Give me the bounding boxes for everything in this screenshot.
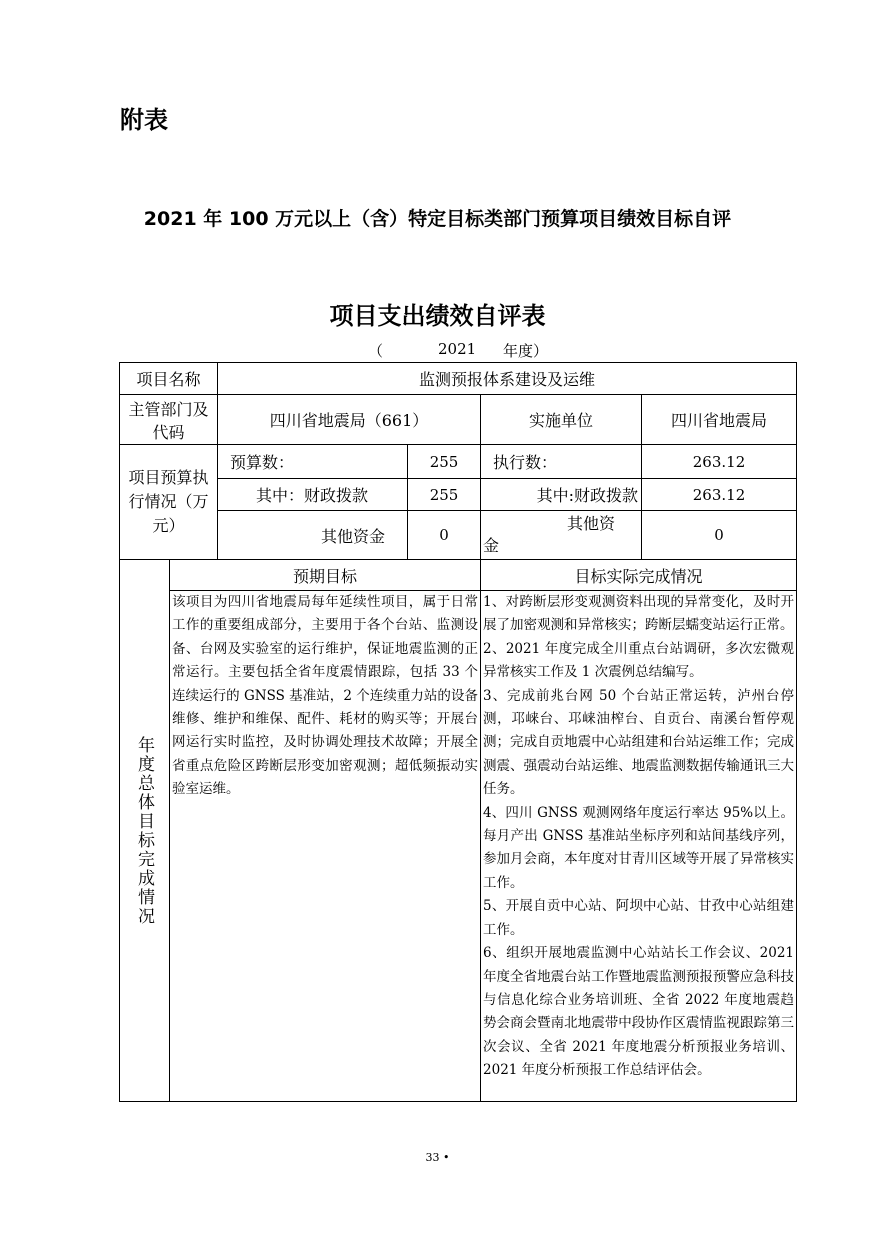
actual-item: 5、开展自贡中心站、阿坝中心站、甘孜中心站组建工作。 bbox=[483, 898, 795, 938]
row-project-name bbox=[120, 363, 797, 395]
fiscal-execution-value: 263.12 bbox=[642, 479, 797, 511]
year-open-paren: （ bbox=[368, 342, 384, 360]
expected-goal-header: 预期目标 bbox=[170, 560, 481, 591]
other-funds-label: 其他资金 bbox=[218, 511, 408, 560]
project-name-value: 监测预报体系建设及运维 bbox=[218, 363, 797, 395]
row-goal-content bbox=[120, 591, 797, 1102]
document-subtitle: 2021 年 100 万元以上（含）特定目标类部门预算项目绩效目标自评 bbox=[143, 208, 732, 230]
department-value: 四川省地震局（661） bbox=[218, 395, 481, 445]
other-funds-budget-value: 0 bbox=[408, 511, 481, 560]
other-funds-label-bottom: 金 bbox=[483, 536, 500, 555]
row-other-funds bbox=[120, 511, 797, 560]
actual-completion-text bbox=[481, 591, 797, 1102]
annual-goal-label-cell bbox=[120, 560, 170, 1102]
implementing-unit-value: 四川省地震局 bbox=[642, 395, 797, 445]
actual-item: 6、组织开展地震监测中心站站长工作会议、2021 年度全省地震台站工作暨地震监测预报预警应急科技与信息化综合业务培训班、全省 2022 年度地震趋势会商会暨南北地震带中段协作区震情监视跟踪第三次会议、全省 2021 年度地震分析预报业务培训、2021 年度分析预报工作总结评估会。 bbox=[483, 945, 795, 1079]
row-budget-number bbox=[120, 445, 797, 479]
budget-number-label: 预算数： bbox=[218, 445, 408, 479]
fiscal-budget-label: 其中：财政拨款 bbox=[218, 479, 408, 511]
row-fiscal-allocation bbox=[120, 479, 797, 511]
fiscal-budget-value: 255 bbox=[408, 479, 481, 511]
expected-goal-text: 该项目为四川省地震局每年延续性项目，属于日常工作的重要组成部分，主要用于各个台站、监测设备、台网及实验室的运行维护，保证地震监测的正常运行。主要包括全省年度震情跟踪，包括 33 个连续运行的 GNSS 基准站，2 个连续重力站的设备维修、维护和维保、配件、耗材的购买等；开展台网运行实时监控，及时协调处理技术故障；开展全省重点危险区跨断层形变加密观测；超低频振动实验室运维。 bbox=[170, 591, 481, 1102]
project-name-label: 项目名称 bbox=[120, 363, 218, 395]
other-funds-execution-label bbox=[481, 511, 642, 560]
annual-goal-label: 年度总体目标完成情况 bbox=[134, 735, 154, 926]
execution-number-label: 执行数： bbox=[481, 445, 642, 479]
budget-number-value: 255 bbox=[408, 445, 481, 479]
self-evaluation-table bbox=[119, 362, 797, 1102]
department-label: 主管部门及代码 bbox=[120, 395, 218, 445]
actual-item: 2、2021 年度完成全川重点台站调研，多次宏微观异常核实工作及 1 次震例总结编写。 bbox=[483, 640, 795, 681]
row-goal-headers bbox=[120, 560, 797, 591]
actual-item: 1、对跨断层形变观测资料出现的异常变化，及时开展了加密观测和异常核实；跨断层蠕变站运行正常。 bbox=[483, 594, 795, 634]
fiscal-execution-label: 其中:财政拨款 bbox=[481, 479, 642, 511]
actual-completion-header: 目标实际完成情况 bbox=[481, 560, 797, 591]
budget-execution-label: 项目预算执行情况（万元） bbox=[120, 445, 218, 560]
year-unit: 年度） bbox=[503, 342, 549, 360]
other-funds-label-top: 其他资 bbox=[567, 514, 616, 533]
row-department bbox=[120, 395, 797, 445]
actual-item: 4、四川 GNSS 观测网络年度运行率达 95%以上。每月产出 GNSS 基准站坐标序列和站间基线序列，参加月会商，本年度对甘青川区域等开展了异常核实工作。 bbox=[483, 804, 795, 891]
actual-item: 3、完成前兆台网 50 个台站正常运转，泸州台停测，邛崃台、邛崃油榨台、自贡台、南溪台暂停观测；完成自贡地震中心站组建和台站运维工作；完成测震、强震动台站运维、地震监测数据传输通讯三大任务。 bbox=[483, 687, 795, 798]
implementing-unit-label: 实施单位 bbox=[481, 395, 642, 445]
page-number: 33 • bbox=[425, 1151, 450, 1164]
other-funds-execution-value: 0 bbox=[642, 511, 797, 560]
appendix-label: 附表 bbox=[120, 106, 168, 134]
form-title: 项目支出绩效自评表 bbox=[329, 302, 546, 330]
execution-number-value: 263.12 bbox=[642, 445, 797, 479]
year-value: 2021 bbox=[438, 340, 477, 358]
year-line bbox=[120, 340, 796, 362]
